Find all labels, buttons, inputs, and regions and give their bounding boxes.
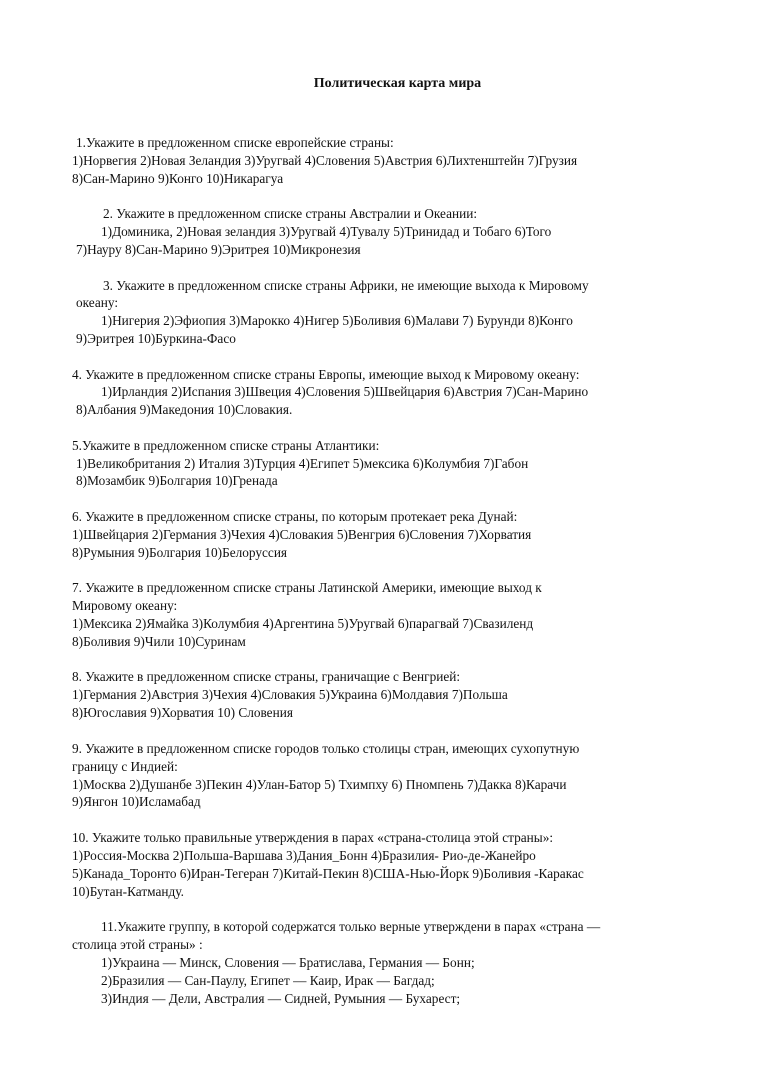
question-4-prompt: 4. Укажите в предложенном списке страны Европы, имеющие выход к Мировому океану: [72, 367, 580, 382]
question-6-options-line-2: 8)Румыния 9)Болгария 10)Белоруссия [72, 545, 288, 560]
question-9-prompt: 9. Укажите в предложенном списке городов только столицы стран, имеющих сухопутную [72, 741, 580, 756]
question-1-prompt: 1.Укажите в предложенном списке европейские страны: [76, 135, 394, 150]
question-7-prompt: 7. Укажите в предложенном списке страны Латинской Америки, имеющие выход к [72, 580, 542, 595]
question-8-prompt: 8. Укажите в предложенном списке страны, граничащие с Венгрией: [72, 669, 461, 684]
document-title: Политическая карта мира [313, 76, 482, 91]
question-4-options-line-1: 1)Ирландия 2)Испания 3)Швеция 4)Словения 5)Швейцария 6)Австрия 7)Сан-Марино [101, 384, 589, 399]
question-3-prompt: 3. Укажите в предложенном списке страны Африки, не имеющие выхода к Мировому [103, 278, 589, 293]
question-7-options-line-2: 8)Боливия 9)Чили 10)Суринам [72, 634, 246, 649]
question-9-options-line-1: 1)Москва 2)Душанбе 3)Пекин 4)Улан-Батор 5) Тхимпху 6) Пномпень 7)Дакка 8)Карачи [72, 777, 567, 792]
question-8-options-line-2: 8)Югославия 9)Хорватия 10) Словения [72, 705, 293, 720]
question-9-prompt-cont: границу с Индией: [72, 759, 178, 774]
question-5-options-line-1: 1)Великобритания 2) Италия 3)Турция 4)Египет 5)мексика 6)Колумбия 7)Габон [76, 456, 529, 471]
question-2-options-line-2: 7)Науру 8)Сан-Марино 9)Эритрея 10)Микронезия [76, 242, 361, 257]
question-11-option-3: 3)Индия — Дели, Австралия — Сидней, Румыния — Бухарест; [101, 991, 461, 1006]
question-10-prompt: 10. Укажите только правильные утверждения в парах «страна-столица этой страны»: [72, 830, 554, 845]
question-11-option-1: 1)Украина — Минск, Словения — Братислава, Германия — Бонн; [101, 955, 475, 970]
question-3-prompt-cont: океану: [76, 295, 119, 310]
question-3-options-line-2: 9)Эритрея 10)Буркина-Фасо [76, 331, 236, 346]
question-1-options-line-1: 1)Норвегия 2)Новая Зеландия 3)Уругвай 4)Словения 5)Австрия 6)Лихтенштейн 7)Грузия [72, 153, 578, 168]
question-10-options-line-2: 5)Канада_Торонто 6)Иран-Тегеран 7)Китай-Пекин 8)США-Нью-Йорк 9)Боливия -Каракас [72, 866, 584, 881]
question-8-options-line-1: 1)Германия 2)Австрия 3)Чехия 4)Словакия 5)Украина 6)Молдавия 7)Польша [72, 687, 508, 702]
question-9-options-line-2: 9)Янгон 10)Исламабад [72, 794, 201, 809]
question-7-prompt-cont: Мировому океану: [72, 598, 178, 613]
question-5-prompt: 5.Укажите в предложенном списке страны Атлантики: [72, 438, 380, 453]
question-11-prompt: 11.Укажите группу, в которой содержатся только верные утверждени в парах «страна — [101, 919, 601, 934]
question-7-options-line-1: 1)Мексика 2)Ямайка 3)Колумбия 4)Аргентина 5)Уругвай 6)парагвай 7)Свазиленд [72, 616, 534, 631]
question-6-options-line-1: 1)Швейцария 2)Германия 3)Чехия 4)Словакия 5)Венгрия 6)Словения 7)Хорватия [72, 527, 532, 542]
question-5-options-line-2: 8)Мозамбик 9)Болгария 10)Гренада [76, 473, 278, 488]
question-1-options-line-2: 8)Сан-Марино 9)Конго 10)Никарагуа [72, 171, 284, 186]
question-11-prompt-cont: столица этой страны» : [72, 937, 203, 952]
question-2-options-line-1: 1)Доминика, 2)Новая зеландия 3)Уругвай 4)Тувалу 5)Тринидад и Тобаго 6)Того [101, 224, 552, 239]
question-11-option-2: 2)Бразилия — Сан-Паулу, Египет — Каир, Ирак — Багдад; [101, 973, 435, 988]
question-3-options-line-1: 1)Нигерия 2)Эфиопия 3)Марокко 4)Нигер 5)Боливия 6)Малави 7) Бурунди 8)Конго [101, 313, 573, 328]
question-10-options-line-1: 1)Россия-Москва 2)Польша-Варшава 3)Дания_Бонн 4)Бразилия- Рио-де-Жанейро [72, 848, 536, 863]
question-2-prompt: 2. Укажите в предложенном списке страны Австралии и Океании: [103, 206, 478, 221]
question-6-prompt: 6. Укажите в предложенном списке страны, по которым протекает река Дунай: [72, 509, 518, 524]
question-4-options-line-2: 8)Албания 9)Македония 10)Словакия. [76, 402, 293, 417]
question-10-options-line-3: 10)Бутан-Катманду. [72, 884, 184, 899]
